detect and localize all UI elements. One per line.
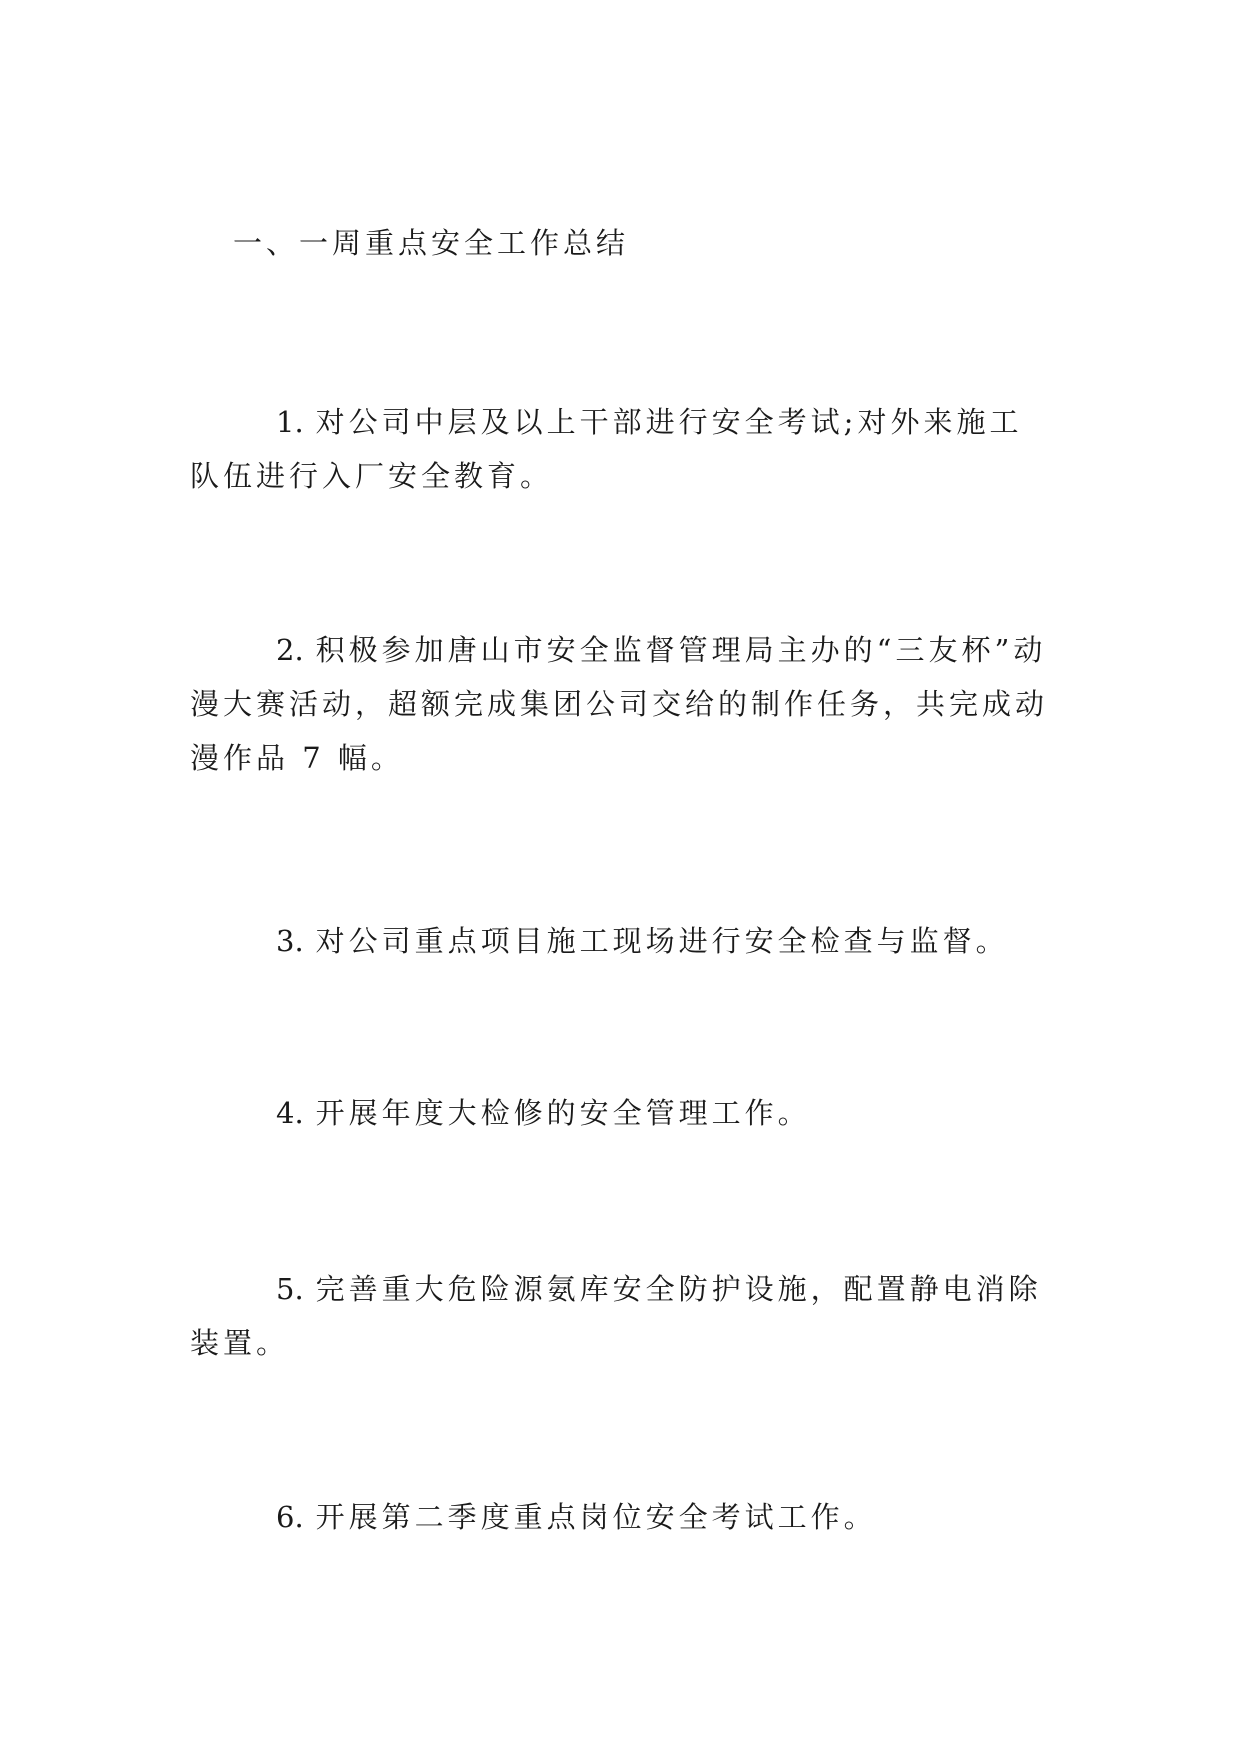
list-item-6 [190, 1490, 1050, 1544]
item-text: 对公司重点项目施工现场进行安全检查与监督。 [315, 924, 1009, 958]
list-item-3 [190, 914, 1050, 968]
item-text: 积极参加唐山市安全监督管理局主办的“三友杯”动漫大赛活动，超额完成集团公司交给的制作任务，共完成动漫作品 7 幅。 [190, 633, 1049, 775]
item-number: 6. [276, 1500, 304, 1534]
section-heading: 一、一周重点安全工作总结 [233, 226, 630, 260]
item-number: 1. [276, 405, 304, 439]
item-number: 5. [276, 1272, 304, 1306]
item-text: 开展第二季度重点岗位安全考试工作。 [315, 1500, 877, 1534]
list-item-5 [190, 1262, 1050, 1370]
item-number: 2. [276, 633, 304, 667]
item-text: 开展年度大检修的安全管理工作。 [315, 1096, 811, 1130]
item-number: 4. [276, 1096, 304, 1130]
item-text: 完善重大危险源氨库安全防护设施，配置静电消除装置。 [190, 1272, 1042, 1360]
list-item-2 [190, 623, 1050, 785]
list-item-4 [190, 1086, 1050, 1140]
list-item-1 [190, 395, 1050, 503]
item-number: 3. [276, 924, 304, 958]
item-text: 对公司中层及以上干部进行安全考试;对外来施工队伍进行入厂安全教育。 [190, 405, 1023, 493]
